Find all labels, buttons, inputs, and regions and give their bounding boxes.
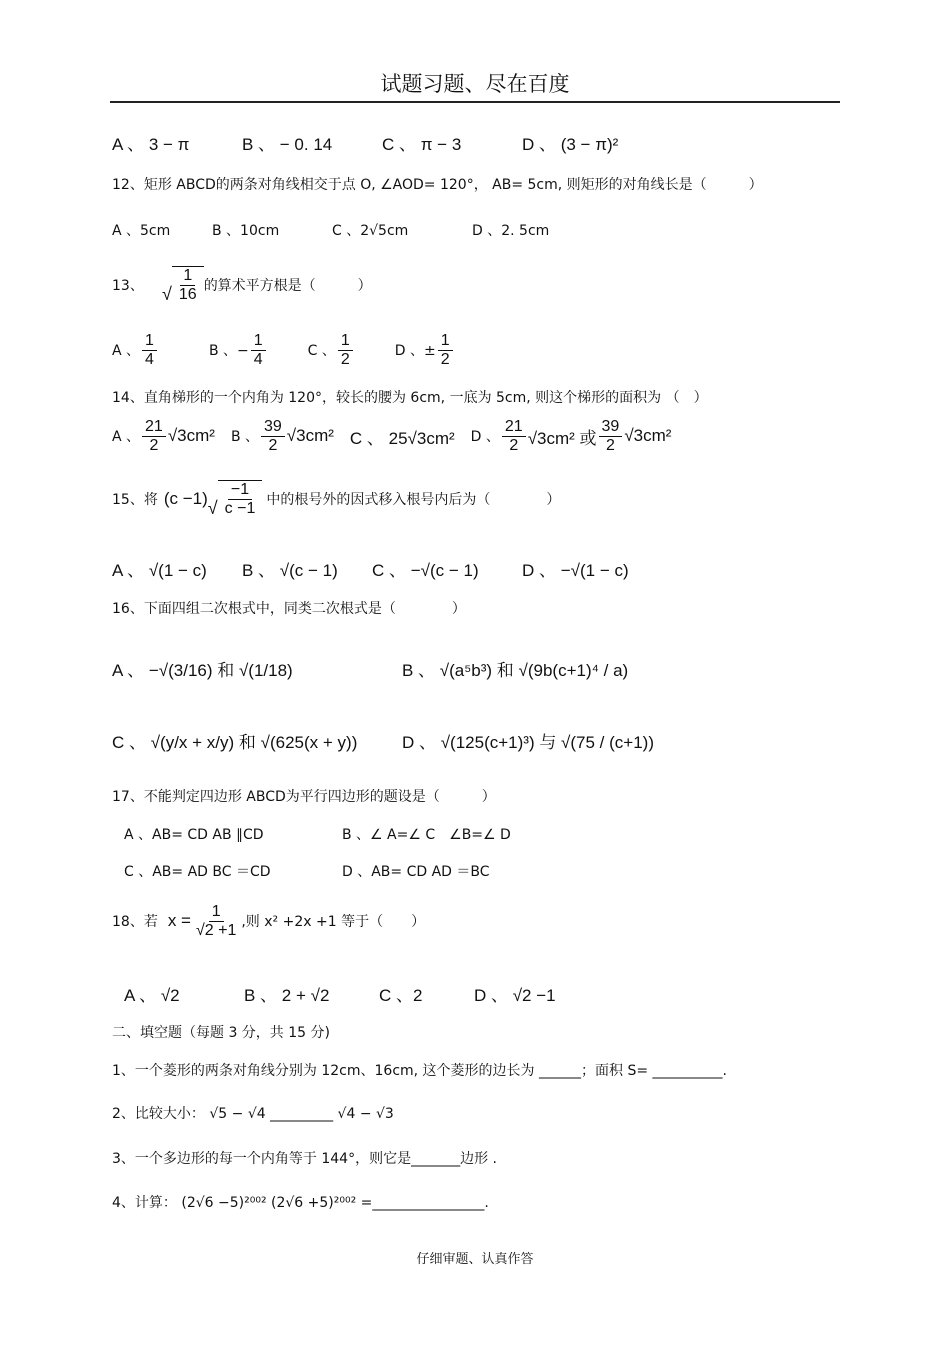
q15-option-a: A 、 √(1 − c) xyxy=(112,561,207,580)
q16-stem: 16、下面四组二次根式中，同类二次根式是（ ） xyxy=(112,601,466,617)
q17-option-c: C 、AB= AD BC ＝CD xyxy=(124,864,271,880)
q13-option-c-label: C 、 xyxy=(307,343,336,360)
fill-q1: 1、一个菱形的两条对角线分别为 12cm、16cm, 这个菱形的边长为 ______；面积 S= __________. xyxy=(112,1063,727,1079)
q16-option-a: A 、 −√(3/16) 和 √(1/18) xyxy=(112,661,293,680)
q13-option-b-label: B 、− xyxy=(208,343,249,360)
q14-d-den2: 2 xyxy=(605,436,615,454)
q18-frac-num: 1 xyxy=(209,903,224,922)
q12-stem: 12、矩形 ABCD的两条对角线相交于点 O, ∠AOD= 120°， AB= 5cm, 则矩形的对角线长是（ ） xyxy=(112,177,763,193)
q18-fraction xyxy=(193,903,239,939)
q13-radicand-den: 16 xyxy=(178,285,197,303)
q15-option-b: B 、 √(c − 1) xyxy=(242,561,338,580)
q15-option-d: D 、 −√(1 − c) xyxy=(522,561,629,580)
q18-x-equals: x = xyxy=(167,911,191,931)
q18-options xyxy=(112,981,556,1006)
q18-number: 18、若 xyxy=(112,914,158,931)
q13-radicand-num: 1 xyxy=(180,267,195,286)
q14-options xyxy=(112,418,671,454)
q11-option-b: B 、 − 0. 14 xyxy=(242,135,333,154)
page-footer: 仔细审题、认真作答 xyxy=(416,1252,534,1267)
q17-options-cd xyxy=(112,861,490,881)
q14-option-d-tail: √3cm² xyxy=(624,426,672,446)
q15-radical: √ $\frac{-1}{c -1}$ xyxy=(208,480,263,517)
q14-option-d-label: D 、 xyxy=(470,429,500,446)
header-rule xyxy=(110,101,840,103)
q14-b-den: 2 xyxy=(268,436,278,454)
q15-rad-num: −1 xyxy=(228,481,252,500)
q17-option-d: D 、AB= CD AD ＝BC xyxy=(342,864,490,880)
q13-option-c-frac xyxy=(338,332,353,368)
q13-stem xyxy=(112,266,372,303)
q13-d-den: 2 xyxy=(440,350,450,368)
q14-option-d-frac1 xyxy=(502,418,526,454)
q13-options xyxy=(112,332,455,368)
q12-options xyxy=(112,220,549,240)
fill-q3: 3、一个多边形的每一个内角等于 144°，则它是_______边形 . xyxy=(112,1151,497,1167)
q14-a-den: 2 xyxy=(149,436,159,454)
q11-option-a: A 、 3 − π xyxy=(112,135,190,154)
fill-q4: 4、计算： (2√6 −5)²⁰⁰² (2√6 +5)²⁰⁰² =________________. xyxy=(112,1195,489,1211)
q14-a-num: 21 xyxy=(142,418,166,437)
q13-d-num: 1 xyxy=(438,332,453,351)
q18-text: ,则 x² +2x +1 等于（ ） xyxy=(241,914,426,931)
q15-stem xyxy=(112,480,560,517)
q16-option-b: B 、 √(a⁵b³) 和 √(9b(c+1)⁴ / a) xyxy=(402,661,629,680)
q12-option-d: D 、2. 5cm xyxy=(472,223,550,239)
q14-option-b-label: B 、 xyxy=(230,429,259,446)
q12-option-a: A 、5cm xyxy=(112,223,171,239)
q14-stem: 14、直角梯形的一个内角为 120°，较长的腰为 6cm, 一底为 5cm, 则这个梯形的面积为 （ ） xyxy=(112,390,708,406)
q13-c-num: 1 xyxy=(338,332,353,351)
q11-option-d: D 、 (3 − π)² xyxy=(522,135,619,154)
q14-option-a-frac xyxy=(142,418,166,454)
q13-c-den: 2 xyxy=(340,350,350,368)
q14-option-d-mid: √3cm² 或 xyxy=(527,428,597,448)
q14-b-num: 39 xyxy=(261,418,285,437)
q14-d-num1: 21 xyxy=(502,418,526,437)
q18-stem xyxy=(112,903,425,939)
fill-q2: 2、比较大小： √5 − √4 _________ √4 − √3 xyxy=(112,1106,394,1122)
q14-option-a-label: A 、 xyxy=(112,429,141,446)
q16-options-ab xyxy=(112,656,628,681)
q13-a-den: 4 xyxy=(145,350,154,368)
q16-option-c: C 、 √(y/x + x/y) 和 √(625(x + y)) xyxy=(112,733,358,752)
q15-rad-den: c −1 xyxy=(224,499,256,517)
q12-option-c: C 、2√5cm xyxy=(332,223,409,239)
q13-option-a-frac xyxy=(142,332,157,368)
q17-option-b: B 、∠ A=∠ C ∠B=∠ D xyxy=(342,827,511,843)
q13-option-d-frac xyxy=(438,332,453,368)
q17-stem: 17、不能判定四边形 ABCD为平行四边形的题设是（ ） xyxy=(112,789,496,805)
q15-text: 中的根号外的因式移入根号内后为（ ） xyxy=(266,491,561,508)
q13-option-b-frac xyxy=(251,332,266,368)
q18-option-d: D 、 √2 −1 xyxy=(474,986,556,1005)
q17-options-ab xyxy=(112,824,511,844)
q18-option-c: C 、2 xyxy=(379,986,423,1005)
section2-title: 二、填空题（每题 3 分，共 15 分) xyxy=(112,1025,330,1041)
q17-option-a: A 、AB= CD AB ∥CD xyxy=(124,827,264,843)
q15-number: 15、将 xyxy=(112,491,158,508)
q13-b-den: 4 xyxy=(253,350,263,368)
q18-option-a: A 、 √2 xyxy=(124,986,180,1005)
q13-radical: √ $\frac{1}{16}$ xyxy=(162,266,204,303)
q15-options xyxy=(112,556,629,581)
q16-options-cd xyxy=(112,728,654,753)
q14-d-den1: 2 xyxy=(509,436,519,454)
q13-number: 13、 xyxy=(112,277,144,294)
q18-option-b: B 、 2 + √2 xyxy=(244,986,330,1005)
q14-option-c: C 、 25√3cm² xyxy=(349,428,455,448)
q18-frac-den: √2 +1 xyxy=(195,921,237,939)
q14-d-num2: 39 xyxy=(599,418,623,437)
page-header: 试题习题、尽在百度 xyxy=(380,72,570,96)
q13-option-d-label: D 、± xyxy=(394,343,436,360)
q15-option-c: C 、 −√(c − 1) xyxy=(372,561,479,580)
q16-option-d: D 、 √(125(c+1)³) 与 √(75 / (c+1)) xyxy=(402,733,654,752)
q14-option-d-frac2 xyxy=(599,418,623,454)
q13-option-a-label: A 、 xyxy=(112,343,141,360)
q13-b-num: 1 xyxy=(251,332,266,351)
q14-option-a-tail: √3cm² xyxy=(167,426,215,446)
q13-a-num: 1 xyxy=(142,332,157,351)
q12-option-b: B 、10cm xyxy=(212,223,280,239)
q14-option-b-tail: √3cm² xyxy=(286,426,334,446)
q13-text: 的算术平方根是（ ） xyxy=(203,277,372,294)
q14-option-b-frac xyxy=(261,418,285,454)
q11-options xyxy=(112,130,618,155)
q15-factor: (c −1) xyxy=(163,488,208,508)
q11-option-c: C 、 π − 3 xyxy=(382,135,462,154)
